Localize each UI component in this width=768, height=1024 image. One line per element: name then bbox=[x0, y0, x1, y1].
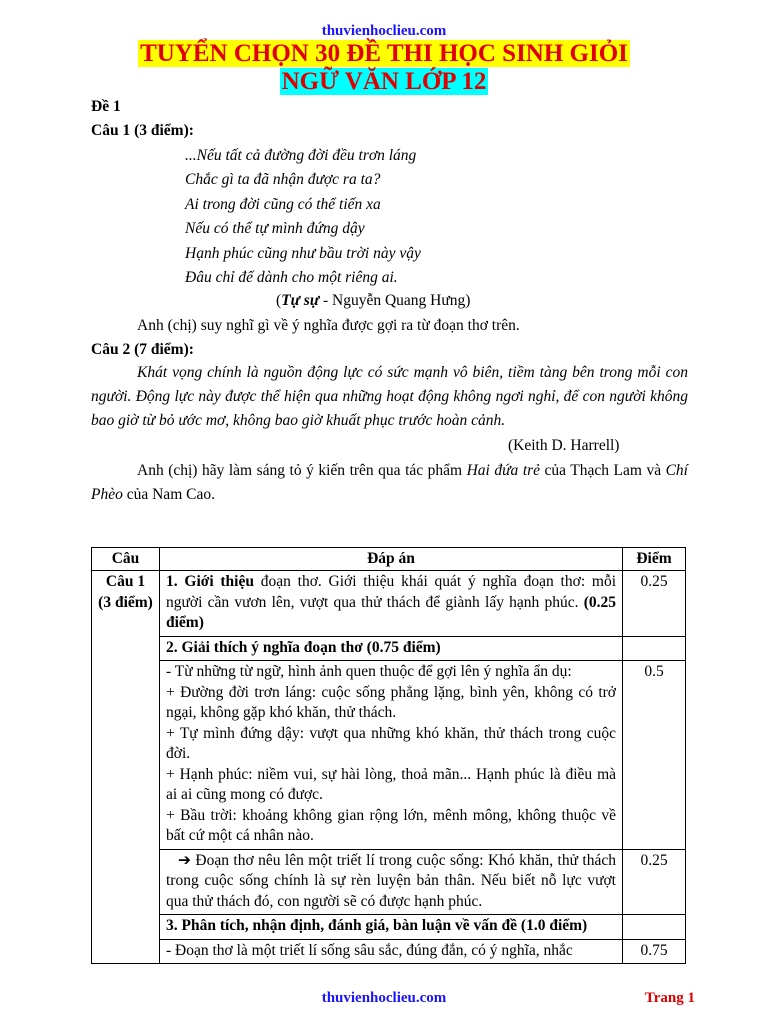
answer-cell bbox=[160, 571, 623, 637]
question-cell: Câu 1 (3 điểm) bbox=[92, 571, 160, 964]
answer-line: + Hạnh phúc: niềm vui, sự hài lòng, thoả mãn... Hạnh phúc là điều mà ai ai cũng mong có được. bbox=[166, 765, 616, 803]
answer-line: + Bầu trời: khoảng không gian rộng lớn, mênh mông, không thuộc về bất cứ một cá nhân nào. bbox=[166, 806, 616, 844]
poem-line: Nếu có thể tự mình đứng dậy bbox=[185, 220, 365, 238]
poem-line: Ai trong đời cũng có thể tiến xa bbox=[185, 195, 381, 213]
section-heading-cell: 3. Phân tích, nhận định, đánh giá, bàn luận về vấn đề (1.0 điểm) bbox=[160, 915, 623, 940]
site-footer-link[interactable]: thuvienhoclieu.com bbox=[321, 990, 447, 1006]
page-title bbox=[0, 40, 768, 68]
poem-source: (Tự sự - Nguyễn Quang Hưng) bbox=[276, 292, 471, 309]
poem bbox=[185, 144, 421, 290]
answer-points-label: (0.25 điểm) bbox=[166, 593, 616, 631]
question-2-quote: Khát vọng chính là nguồn động lực có sức mạnh vô biên, tiềm tàng bên trong mỗi con người. Động lực này được thể hiện qua những hoạt động không ngơi nghỉ, để con người không bao giờ từ bỏ ước mơ, không bao giờ khuất phục trước hoàn cảnh. bbox=[91, 364, 688, 429]
prompt-text: của Thạch Lam và bbox=[540, 462, 666, 479]
prompt-text: Anh (chị) hãy làm sáng tỏ ý kiến trên qua tác phẩm bbox=[137, 462, 467, 479]
poem-line: ...Nếu tất cả đường đời đều trơn láng bbox=[185, 147, 417, 164]
prompt-work-title: Hai đứa trẻ bbox=[466, 462, 541, 479]
poem-source-work: Tự sự bbox=[281, 292, 320, 309]
question-1-prompt: Anh (chị) suy nghĩ gì về ý nghĩa được gợi ra từ đoạn thơ trên. bbox=[137, 317, 520, 334]
answer-line: + Tự mình đứng dậy: vượt qua những khó khăn, thử thách trong cuộc đời. bbox=[166, 724, 616, 762]
title-line-2: NGỮ VĂN LỚP 12 bbox=[281, 68, 487, 95]
answer-table bbox=[91, 547, 686, 964]
poem-line: Đâu chỉ để dành cho một riêng ai. bbox=[185, 269, 398, 287]
section-heading-cell: 2. Giải thích ý nghĩa đoạn thơ (0.75 điểm) bbox=[160, 636, 623, 661]
answer-line: + Đường đời trơn láng: cuộc sống phẳng lặng, bình yên, không có trở ngại, không gặp khó khăn, thử thách. bbox=[166, 683, 616, 721]
column-header: Điểm bbox=[623, 548, 686, 571]
score-cell bbox=[623, 636, 686, 661]
exam-label: Đề 1 bbox=[91, 98, 121, 115]
arrow-icon: ➔ bbox=[178, 851, 191, 869]
answer-cell bbox=[160, 661, 623, 850]
score-cell: 0.75 bbox=[623, 939, 686, 964]
score-cell: 0.25 bbox=[623, 571, 686, 637]
question-2-heading: Câu 2 (7 điểm): bbox=[91, 341, 194, 358]
answer-text: đoạn thơ. Giới thiệu khái quát ý nghĩa đoạn thơ: mỗi người cần vươn lên, vượt qua thử thách để giành lấy hạnh phúc. bbox=[166, 573, 616, 611]
page-number: Trang 1 bbox=[644, 990, 695, 1006]
table-row bbox=[92, 571, 686, 637]
answer-section-title: 1. Giới thiệu bbox=[166, 573, 254, 590]
answer-cell: - Đoạn thơ là một triết lí sống sâu sắc, đúng đắn, có ý nghĩa, nhắc bbox=[160, 939, 623, 964]
poem-line: Hạnh phúc cũng như bầu trời này vậy bbox=[185, 244, 421, 262]
table-header-row bbox=[92, 548, 686, 571]
poem-source-author: - Nguyễn Quang Hưng) bbox=[319, 292, 471, 309]
column-header: Đáp án bbox=[160, 548, 623, 571]
answer-cell bbox=[160, 849, 623, 915]
poem-line: Chắc gì ta đã nhận được ra ta? bbox=[185, 171, 381, 189]
score-cell bbox=[623, 915, 686, 940]
table-row bbox=[92, 849, 686, 915]
score-cell: 0.25 bbox=[623, 849, 686, 915]
table-row bbox=[92, 915, 686, 940]
question-1-heading: Câu 1 (3 điểm): bbox=[91, 122, 194, 139]
table-row bbox=[92, 636, 686, 661]
site-header-link[interactable]: thuvienhoclieu.com bbox=[321, 23, 447, 39]
table-row bbox=[92, 661, 686, 850]
column-header: Câu bbox=[92, 548, 160, 571]
page-subtitle bbox=[0, 68, 768, 96]
answer-line: - Từ những từ ngữ, hình ảnh quen thuộc để gợi lên ý nghĩa ẩn dụ: bbox=[166, 663, 572, 680]
score-cell: 0.5 bbox=[623, 661, 686, 850]
quote-attribution: (Keith D. Harrell) bbox=[508, 437, 620, 454]
prompt-work-title: Chí Phèo bbox=[91, 462, 688, 503]
title-line-1: TUYỂN CHỌN 30 ĐỀ THI HỌC SINH GIỎI bbox=[140, 40, 628, 67]
table-row bbox=[92, 939, 686, 964]
prompt-text: của Nam Cao. bbox=[122, 486, 215, 503]
question-2-prompt bbox=[91, 459, 688, 507]
answer-text: Đoạn thơ nêu lên một triết lí trong cuộc sống: Khó khăn, thử thách trong cuộc sống chính là sự rèn luyện bản thân. Nếu biết nỗ lực vượt qua thử thách đó, con người sẽ có được hạnh phúc. bbox=[166, 851, 616, 910]
